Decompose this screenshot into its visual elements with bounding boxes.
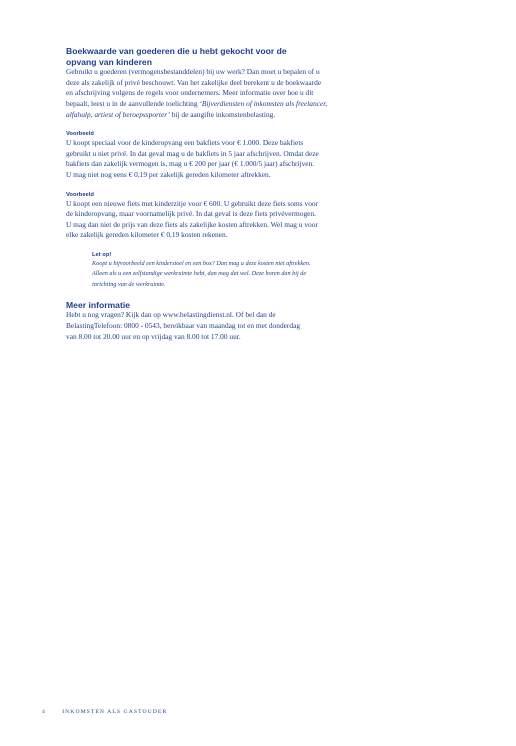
note-box <box>92 251 376 290</box>
note-label: Let op! <box>92 251 112 258</box>
guide-title-part2: alfahulp, artiest of beroepssporter’ <box>66 109 170 119</box>
page-number: 4 <box>42 709 46 715</box>
boekwaarde-paragraph: Gebruikt u goederen (vermogensbestanddelen) bij uw werk? Dan moet u bepalen of u deze als zakelijk of privé beschouwt. Van het zakelijke deel berekent u de boekwaarde en afschrijving volgens de regels voor ondernemers. Meer informatie over hoe u dit bepaalt, leest u in de aanvullende toelichting ‘Bijverdiensten of inkomsten als freelancer, alfahulp, artiest of beroepssporter’ bij de aangifte inkomstenbelasting. <box>66 67 328 119</box>
example-label-2: Voorbeeld <box>66 191 94 198</box>
section-heading-boekwaarde: Boekwaarde van goederen die u hebt gekocht voor de opvang van kinderen <box>66 46 287 67</box>
running-title: INKOMSTEN ALS GASTOUDER <box>62 709 168 715</box>
note-paragraph: Koopt u bijvoorbeeld een kinderstoel en een box? Dan mag u deze kosten niet aftrekken. Alleen als u een zelfstandige werkruimte hebt, dan mag dat wel. Deze horen dan bij de inrichting van de werkruimte. <box>92 259 311 288</box>
guide-title-part1: ‘Bijverdiensten of inkomsten als freelancer, <box>199 98 328 108</box>
example-label-1: Voorbeeld <box>66 131 94 138</box>
more-info-heading: Meer informatie <box>66 299 130 310</box>
content-column <box>66 46 376 342</box>
more-info-paragraph: Hebt u nog vragen? Kijk dan op www.belastingdienst.nl. Of bel dan de BelastingTelefoon: 0800 - 0543, bereikbaar van maandag tot en met donderdag van 8.00 tot 20.00 uur en op vrijdag van 8.00 tot 17.00 uur. <box>66 310 301 341</box>
example-paragraph-1: U koopt speciaal voor de kinderopvang een bakfiets voor € 1.000. Deze bakfiets gebruikt u niet privé. In dat geval mag u de bakfiets in 5 jaar afschrijven. Omdat deze bakfiets dan zakelijk vermogen is, mag u € 200 per jaar (€ 1.000/5 jaar) afschrijven. U mag niet nog eens € 0,19 per zakelijk gereden kilometer aftrekken. <box>66 138 319 179</box>
page-footer <box>42 709 167 715</box>
example-paragraph-2: U koopt een nieuwe fiets met kinderzitje voor € 600. U gebruikt deze fiets soms voor de kinderopvang, maar voornamelijk privé. In dat geval is deze fiets privévermogen. U mag dan niet de prijs van deze fiets als zakelijke kosten aftrekken. Wel mag u voor elke zakelijk gereden kilometer € 0,19 kosten rekenen. <box>66 198 319 240</box>
